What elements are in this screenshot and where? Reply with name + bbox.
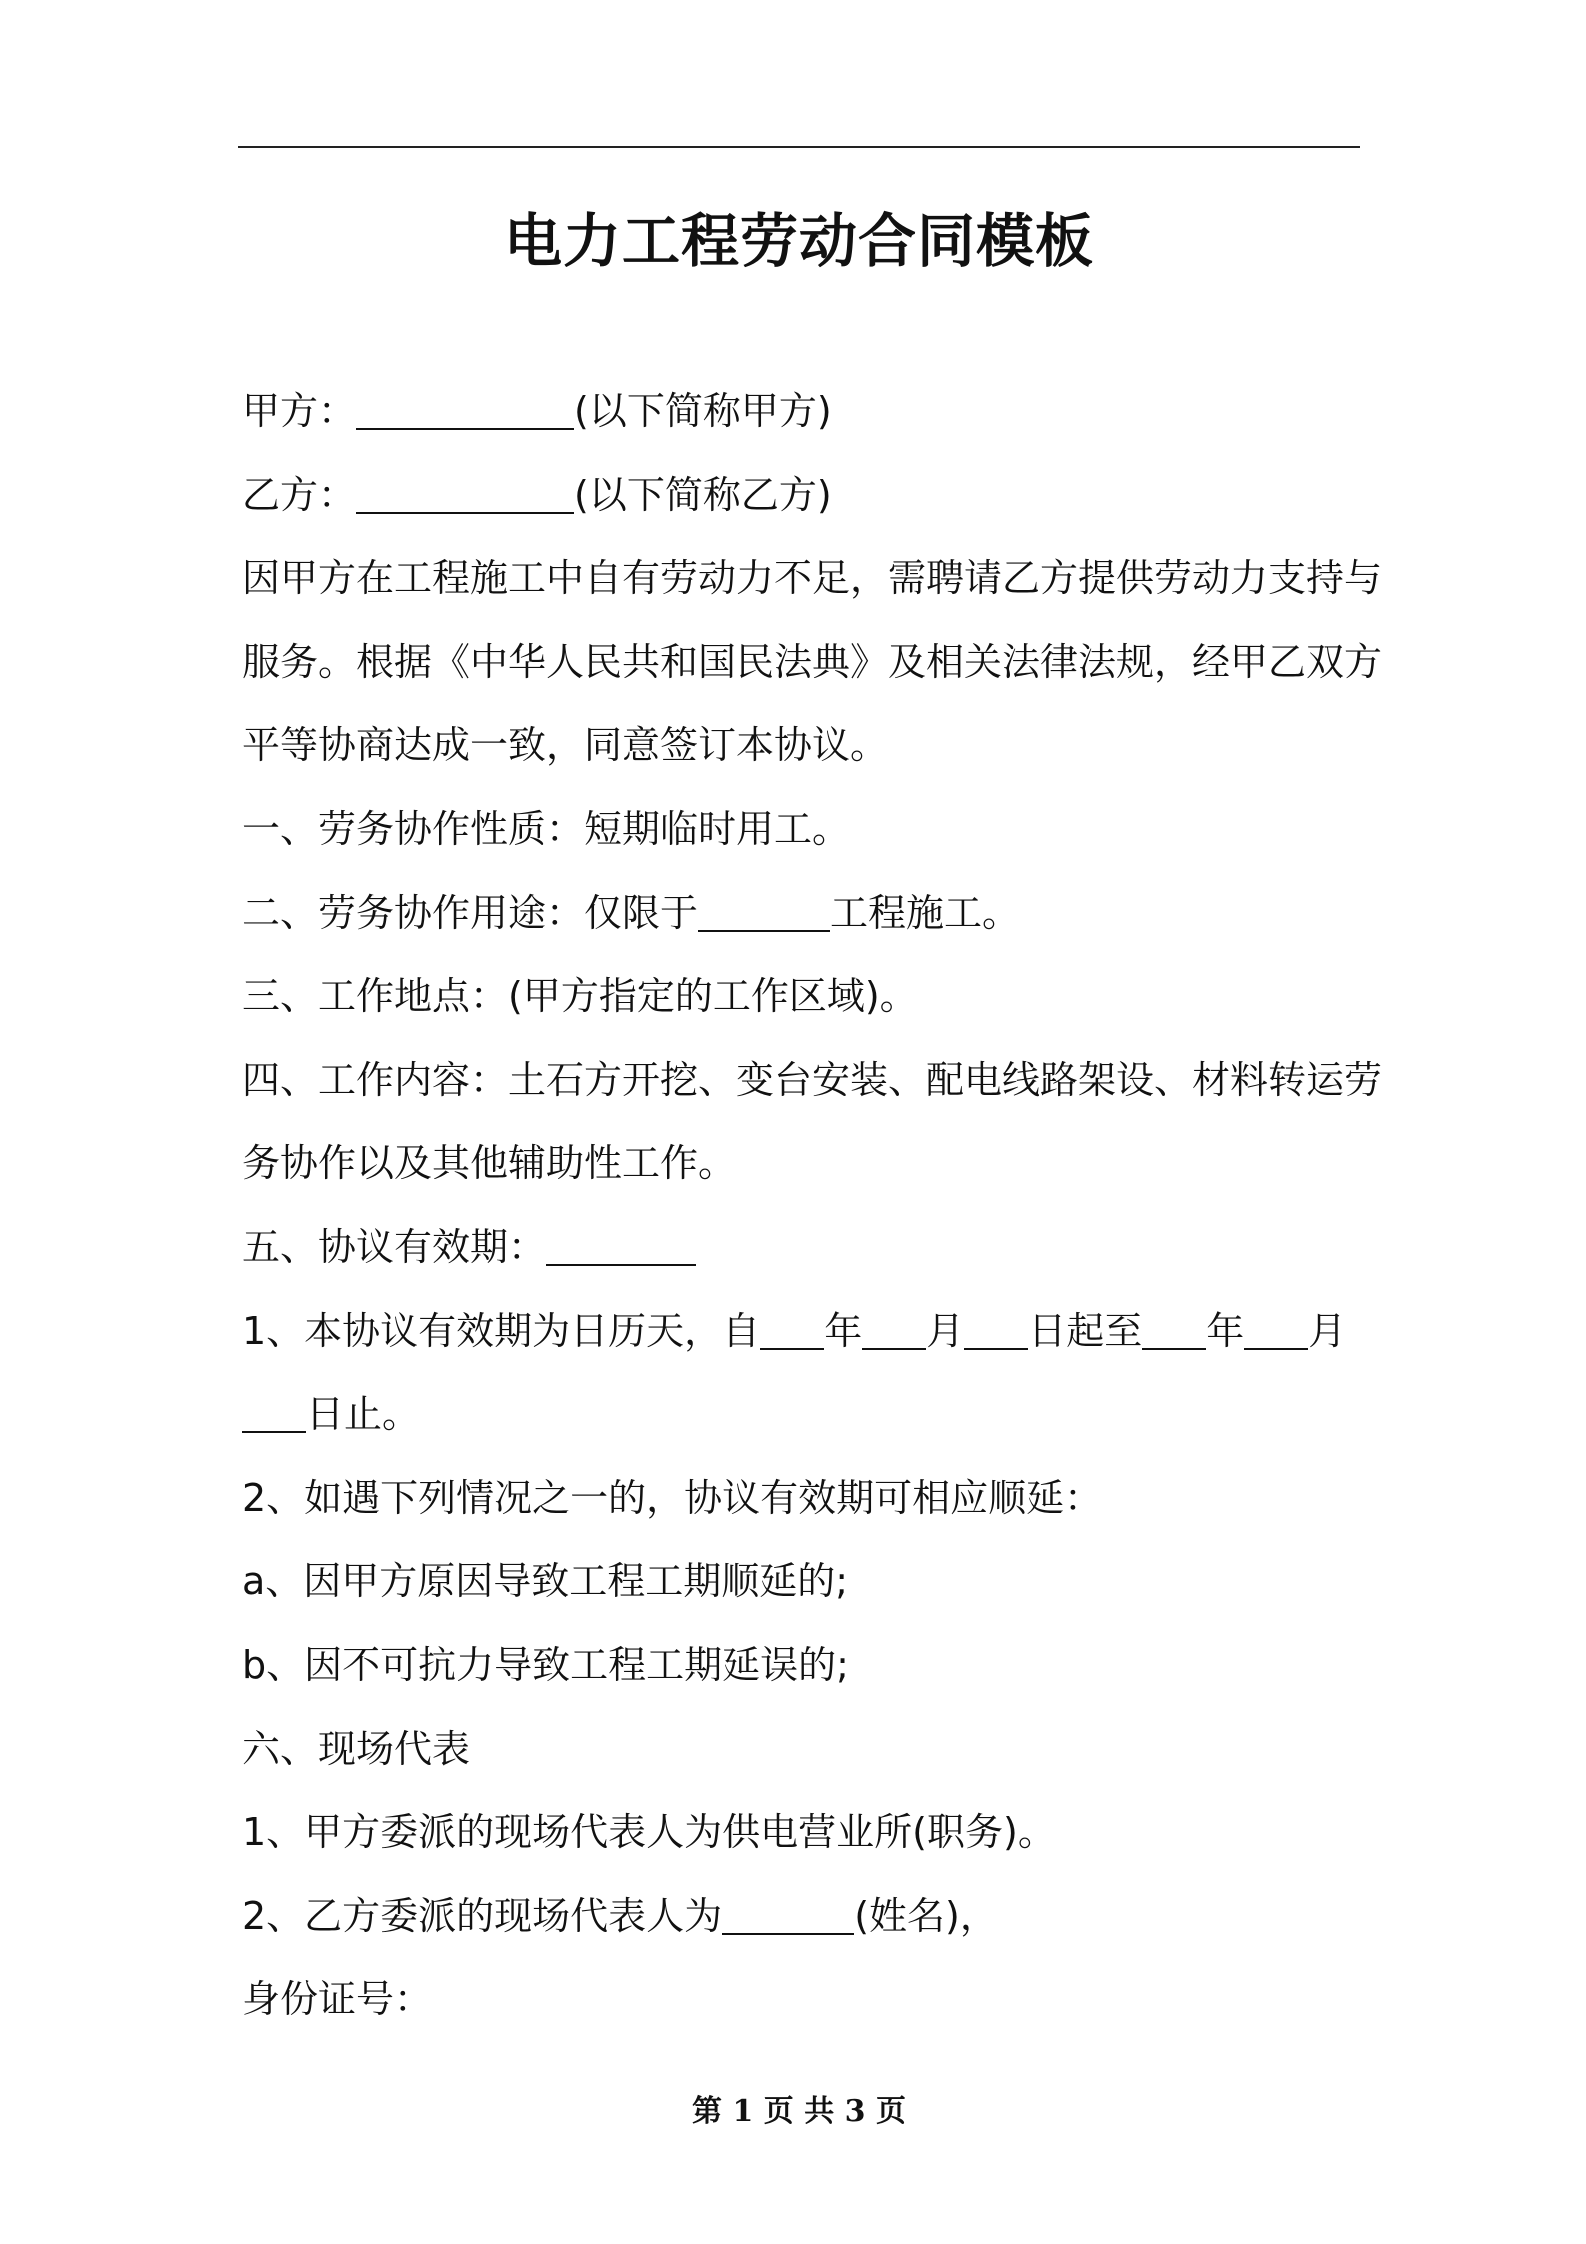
document-line bbox=[242, 1540, 1360, 1624]
document-line bbox=[242, 1708, 1360, 1792]
document-line bbox=[242, 537, 1383, 621]
document-line bbox=[242, 1373, 1360, 1457]
document-line bbox=[242, 955, 1360, 1039]
fill-in-blank[interactable] bbox=[964, 1312, 1028, 1350]
line-text: 平等协商达成一致，同意签订本协议。 bbox=[242, 723, 889, 768]
fill-in-blank[interactable] bbox=[698, 894, 830, 932]
line-text: 月 bbox=[1308, 1308, 1347, 1353]
line-text: 日起至 bbox=[1028, 1308, 1143, 1353]
document-line bbox=[242, 788, 1360, 872]
fill-in-blank[interactable] bbox=[862, 1312, 926, 1350]
document-line bbox=[242, 1958, 1360, 2042]
line-text: 年 bbox=[1206, 1308, 1245, 1353]
fill-in-blank[interactable] bbox=[1142, 1312, 1206, 1350]
line-text: 务协作以及其他辅助性工作。 bbox=[242, 1141, 737, 1186]
line-text: b、因不可抗力导致工程工期延误的; bbox=[242, 1642, 849, 1687]
line-text: 二、劳务协作用途：仅限于 bbox=[242, 890, 699, 935]
line-text: 服务。根据《中华人民共和国民法典》及相关法律法规，经甲乙双方 bbox=[242, 639, 1383, 684]
line-text: 工程施工。 bbox=[830, 890, 1021, 935]
fill-in-blank[interactable] bbox=[546, 1228, 696, 1266]
document-line bbox=[242, 1122, 1360, 1206]
line-text: 1、本协议有效期为日历天，自 bbox=[242, 1308, 761, 1353]
line-text: 一、劳务协作性质：短期临时用工。 bbox=[242, 806, 851, 851]
document-line bbox=[242, 454, 1360, 538]
line-text: 1、甲方委派的现场代表人为供电营业所(职务)。 bbox=[242, 1810, 1056, 1855]
line-text: 甲方： bbox=[242, 389, 357, 433]
document-line bbox=[242, 370, 1360, 454]
document-line bbox=[242, 872, 1360, 956]
line-text: 身份证号： bbox=[242, 1977, 433, 2022]
fill-in-blank[interactable] bbox=[242, 1395, 306, 1433]
document-line bbox=[242, 1290, 1360, 1374]
fill-in-blank[interactable] bbox=[760, 1312, 824, 1350]
document-line bbox=[242, 1206, 1360, 1290]
document-line bbox=[242, 1875, 1360, 1959]
header-rule bbox=[238, 146, 1360, 148]
line-text: 四、工作内容：土石方开挖、变台安装、配电线路架设、材料转运劳 bbox=[242, 1057, 1383, 1102]
fill-in-blank[interactable] bbox=[1244, 1312, 1308, 1350]
line-text: 三、工作地点：(甲方指定的工作区域)。 bbox=[242, 974, 918, 1019]
line-text: 2、乙方委派的现场代表人为 bbox=[242, 1893, 723, 1938]
fill-in-blank[interactable] bbox=[356, 392, 574, 430]
line-text: (以下简称甲方) bbox=[574, 389, 832, 433]
document-line bbox=[242, 1039, 1383, 1123]
fill-in-blank[interactable] bbox=[356, 476, 574, 514]
line-text: 五、协议有效期： bbox=[242, 1224, 547, 1269]
line-text: 日止。 bbox=[306, 1392, 421, 1437]
line-text: 乙方： bbox=[242, 472, 357, 517]
document-title: 电力工程劳动合同模板 bbox=[503, 207, 1094, 275]
document-line bbox=[242, 1624, 1360, 1708]
line-text: 年 bbox=[824, 1308, 863, 1353]
document-body bbox=[242, 370, 1383, 2042]
fill-in-blank[interactable] bbox=[722, 1897, 854, 1935]
line-text: 因甲方在工程施工中自有劳动力不足，需聘请乙方提供劳动力支持与 bbox=[242, 556, 1383, 601]
document-line bbox=[242, 621, 1383, 705]
document-line bbox=[242, 704, 1360, 788]
line-text: a、因甲方原因导致工程工期顺延的; bbox=[242, 1559, 849, 1604]
line-text: (以下简称乙方) bbox=[574, 472, 832, 517]
line-text: 月 bbox=[926, 1308, 965, 1353]
line-text: 2、如遇下列情况之一的，协议有效期可相应顺延： bbox=[242, 1475, 1103, 1520]
line-text: 六、现场代表 bbox=[242, 1726, 471, 1771]
document-line bbox=[242, 1457, 1360, 1541]
document-line bbox=[242, 1791, 1360, 1875]
line-text: (姓名)， bbox=[854, 1893, 998, 1938]
page-footer: 第 1 页 共 3 页 bbox=[692, 2094, 906, 2129]
